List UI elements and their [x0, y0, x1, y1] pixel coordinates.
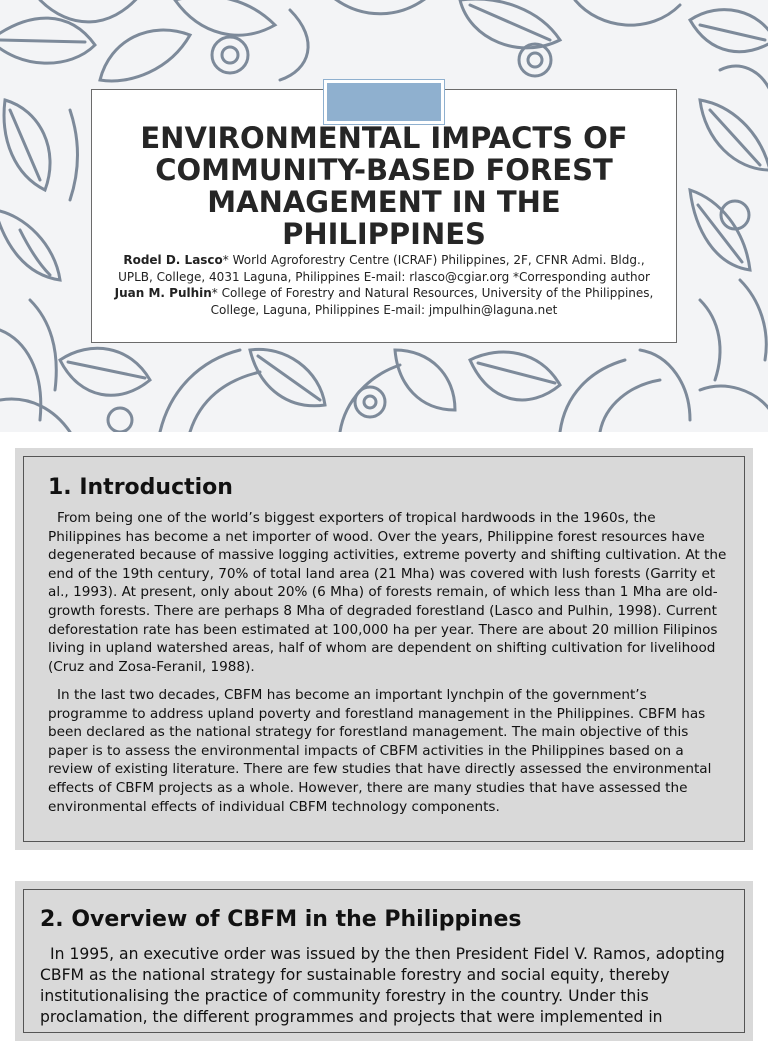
authors-block	[112, 252, 656, 318]
introduction-paragraph-2: In the last two decades, CBFM has become an important lynchpin of the government’s programme to address upland poverty and forestland management in the Philippines. CBFM has been declared as the national strategy for forestland management. The main objective of this paper is to assess the environmental impacts of CBFM activities in the Philippines based on a review of existing literature. There are few studies that have directly assessed the environmental effects of CBFM projects as a whole. However, there are many studies that have assessed the environmental effects of individual CBFM technology components.	[48, 687, 712, 815]
author1-name: Rodel D. Lasco	[123, 253, 223, 267]
author2-name: Juan M. Pulhin	[114, 286, 212, 300]
slide-frame	[23, 889, 745, 1033]
document-title: ENVIRONMENTAL IMPACTS OF COMMUNITY-BASED FOREST MANAGEMENT IN THE PHILIPPINES	[140, 121, 628, 251]
author2-details: * College of Forestry and Natural Resources, University of the Philippines, College, Laguna, Philippines E-mail: jmpulhin@laguna.net	[210, 286, 654, 317]
slide-introduction	[15, 448, 753, 850]
section-heading-overview: 2. Overview of CBFM in the Philippines	[40, 907, 522, 932]
title-slide	[0, 0, 768, 432]
section-heading-introduction: 1. Introduction	[48, 475, 233, 500]
slide-frame	[23, 456, 745, 842]
author1-details: * World Agroforestry Centre (ICRAF) Philippines, 2F, CFNR Admi. Bldg., UPLB, College, 4031 Laguna, Philippines E-mail: rlasco@cgiar.org *Corresponding author	[118, 253, 650, 284]
overview-paragraph-1: In 1995, an executive order was issued by the then President Fidel V. Ramos, adopting CBFM as the national strategy for sustainable forestry and social equity, thereby institutionalising the practice of community forestry in the country. Under this proclamation, the different programmes and projects that were implemented in	[40, 945, 725, 1026]
introduction-paragraph-1: From being one of the world’s biggest exporters of tropical hardwoods in the 1960s, the Philippines has become a net importer of wood. Over the years, Philippine forest resources have degenerated because of massive logging activities, extreme poverty and shifting cultivation. At the end of the 19th century, 70% of total land area (21 Mha) was covered with lush forests (Garrity et al., 1993). At present, only about 20% (6 Mha) of forests remain, of which less than 1 Mha are old-growth forests. There are perhaps 8 Mha of degraded forestland (Lasco and Pulhin, 1998). Current deforestation rate has been estimated at 100,000 ha per year. There are about 20 million Filipinos living in upland watershed areas, half of whom are dependent on shifting cultivation for livelihood (Cruz and Zosa-Feranil, 1988).	[48, 510, 727, 675]
slide-overview	[15, 881, 753, 1041]
title-accent-tab	[324, 80, 444, 124]
